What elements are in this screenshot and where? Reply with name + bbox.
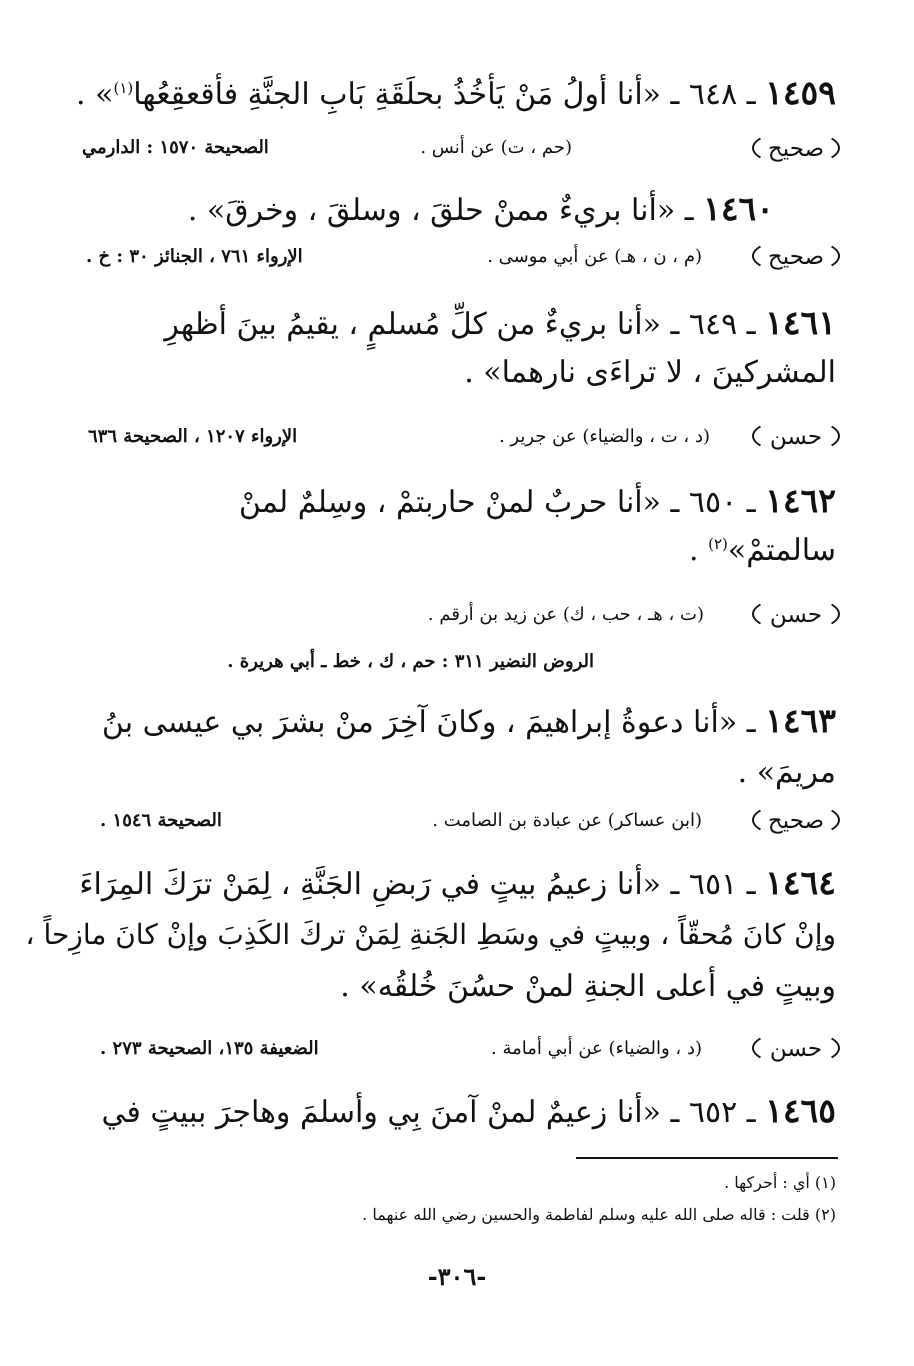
- hadith-text: سالمتمْ»: [727, 533, 836, 568]
- hadith-1464-line-2: وإنْ كانَ مُحقّاً ، وبيتٍ في وسَطِ الجَنةِ لِمَنْ تركَ الكَذِبَ وإنْ كانَ مازِحاً ،: [25, 918, 836, 951]
- hadith-number: ١٤٦٠: [703, 189, 774, 228]
- hadith-text: ـ ٦٥٢ ـ «أنا زعيمٌ لمنْ آمنَ بِي وأسلمَ وهاجرَ ببيتٍ في: [101, 1095, 756, 1130]
- grade-badge: صحيح: [752, 802, 840, 838]
- hadith-reference: الإرواء ٧٦١ ، الجنائز ٣٠ : خ .: [86, 246, 303, 267]
- hadith-source: (م ، ن ، هـ) عن أبي موسى .: [487, 246, 702, 267]
- hadith-reference: الصحيحة ١٥٤٦ .: [100, 810, 222, 831]
- hadith-text: ـ «أنا دعوةُ إبراهيمَ ، وكانَ آخِرَ منْ بشرَ بي عيسى بنُ: [101, 705, 756, 740]
- hadith-1465-line-1: [102, 1090, 836, 1134]
- hadith-text-end: » .: [76, 77, 114, 112]
- hadith-number: ١٤٥٩: [765, 73, 836, 112]
- hadith-1461-line-1: [164, 302, 836, 346]
- hadith-1460-line-1: [188, 188, 774, 232]
- hadith-source: (د ، والضياء) عن أبي أمامة .: [491, 1038, 702, 1059]
- footnote-1: (١) أي : أحركها .: [724, 1173, 836, 1192]
- footnote-ref: (٢): [708, 535, 728, 553]
- footnote-ref: (١): [113, 79, 134, 97]
- hadith-1463-line-2: مريمَ» .: [737, 755, 836, 790]
- hadith-reference: الضعيفة ١٣٥، الصحيحة ٢٧٣ .: [100, 1038, 319, 1059]
- hadith-reference: الروض النضير ٣١١ : حم ، ك ، خط ـ أبي هريرة .: [227, 651, 594, 672]
- hadith-1462-line-2: [689, 530, 836, 572]
- hadith-number: ١٤٦٤: [765, 863, 836, 902]
- hadith-source: (د ، ت ، والضياء) عن جرير .: [498, 426, 710, 447]
- hadith-1463-line-1: [102, 700, 836, 744]
- hadith-1464-line-3: وبيتٍ في أعلى الجنةِ لمنْ حسُنَ خُلقُه» .: [340, 969, 836, 1004]
- hadith-text: ـ ٦٥١ ـ «أنا زعيمُ بيتٍ في رَبضِ الجَنَّةِ ، لِمَنْ ترَكَ المِرَاءَ: [79, 867, 756, 902]
- footnote-separator: [576, 1157, 838, 1159]
- grade-badge: حسن: [752, 596, 840, 632]
- hadith-reference: الإرواء ١٢٠٧ ، الصحيحة ٦٣٦: [88, 426, 298, 447]
- hadith-1464-line-1: [79, 862, 836, 906]
- page-number: -٣٠٦-: [427, 1262, 487, 1291]
- hadith-text: ـ «أنا بريءٌ ممنْ حلقَ ، وسلقَ ، وخرقَ» .: [187, 193, 694, 228]
- grade-badge: حسن: [752, 418, 840, 454]
- hadith-source: (حم ، ت) عن أنس .: [420, 137, 572, 158]
- hadith-1459-line-1: [76, 72, 836, 116]
- hadith-text: ـ ٦٤٨ ـ «أنا أولُ مَنْ يَأخُذُ بحلَقَةِ بَابِ الجنَّةِ فأقعقِعُها: [133, 77, 756, 112]
- grade-badge: حسن: [752, 1030, 840, 1066]
- hadith-source: (ابن عساكر) عن عبادة بن الصامت .: [432, 810, 702, 831]
- hadith-reference: الصحيحة ١٥٧٠ : الدارمي: [82, 137, 269, 158]
- hadith-source: (ت ، هـ ، حب ، ك) عن زيد بن أرقم .: [427, 604, 704, 625]
- hadith-number: ١٤٦٣: [765, 701, 836, 740]
- hadith-number: ١٤٦٢: [765, 481, 836, 520]
- hadith-text: ـ ٦٥٠ ـ «أنا حربٌ لمنْ حاربتمْ ، وسِلمٌ لمنْ: [238, 485, 756, 520]
- grade-badge: صحيح: [752, 130, 840, 166]
- hadith-1461-line-2: المشركينَ ، لا تراءَى نارهما» .: [464, 355, 836, 390]
- hadith-1462-line-1: [239, 480, 836, 524]
- hadith-number: ١٤٦١: [765, 303, 836, 342]
- footnote-2: (٢) قلت : قاله صلى الله عليه وسلم لفاطمة والحسين رضي الله عنهما .: [362, 1205, 836, 1224]
- grade-badge: صحيح: [752, 238, 840, 274]
- hadith-text: ـ ٦٤٩ ـ «أنا بريءٌ من كلِّ مُسلمٍ ، يقيمُ بينَ أظهرِ: [164, 307, 756, 342]
- hadith-number: ١٤٦٥: [765, 1091, 836, 1130]
- hadith-text-end: .: [689, 533, 709, 568]
